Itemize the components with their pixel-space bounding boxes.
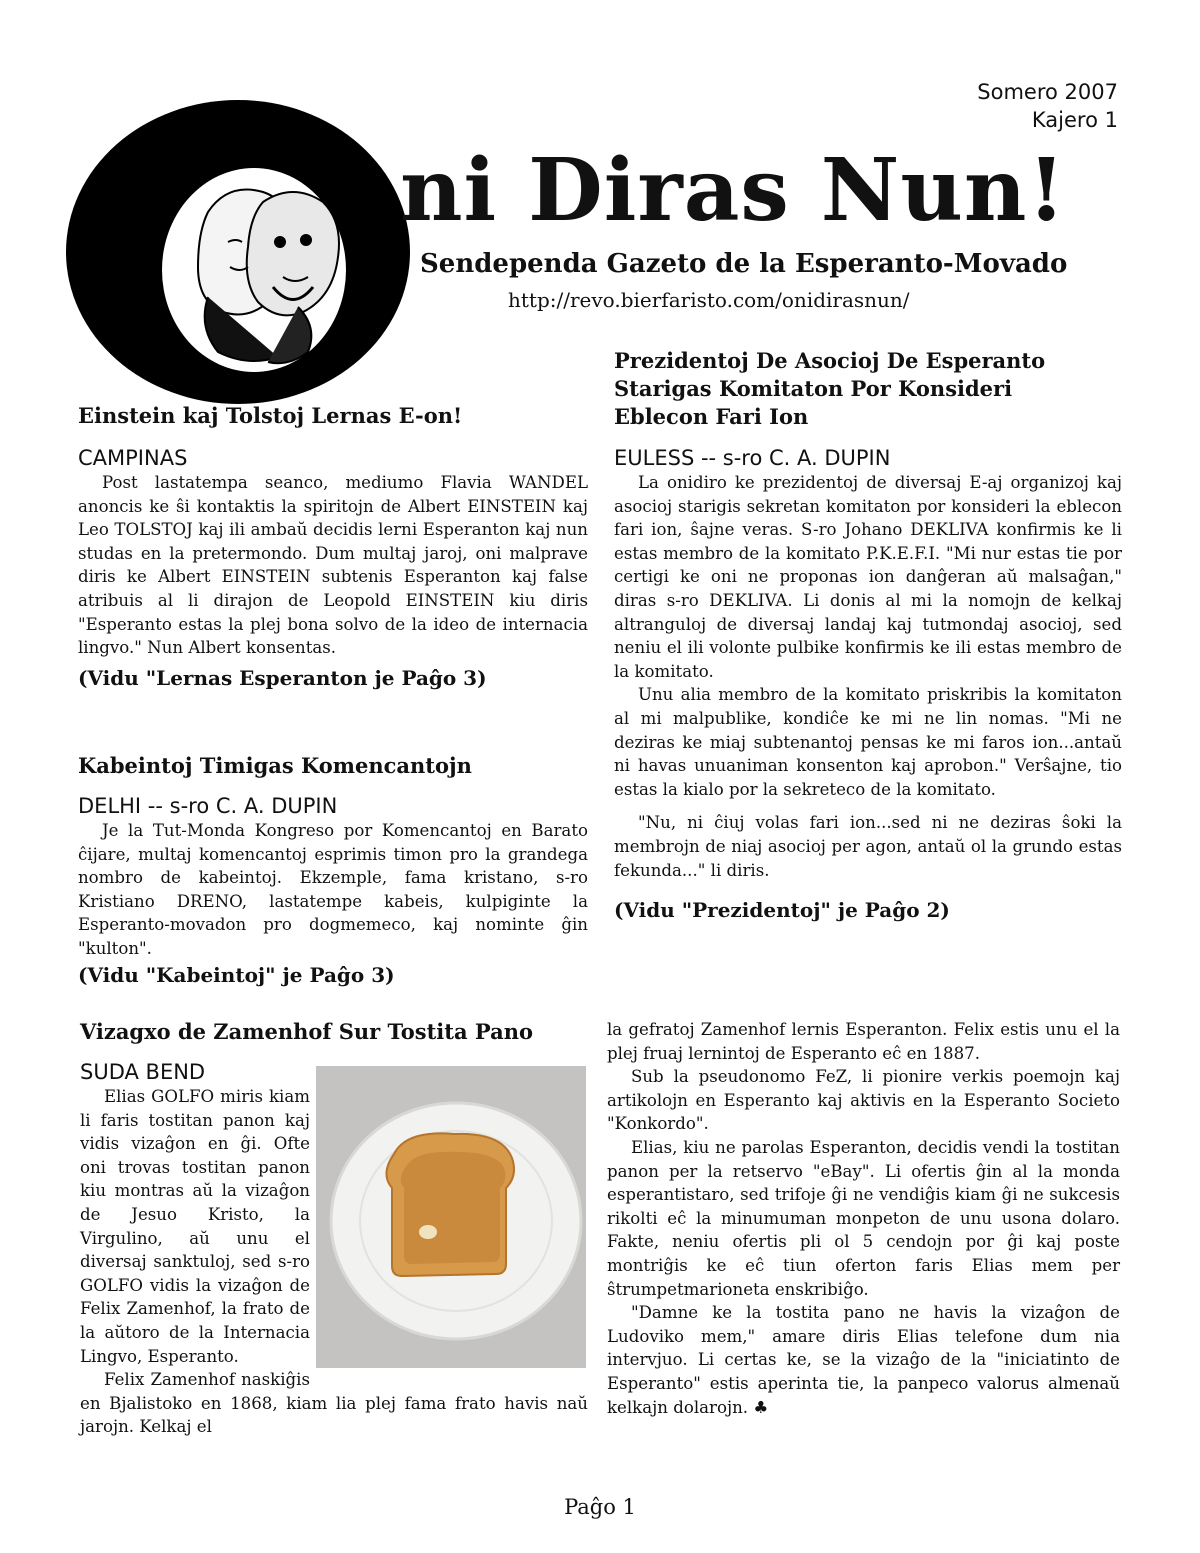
masthead-title: ni Diras Nun! xyxy=(400,140,1067,241)
paragraph: Elias, kiu ne parolas Esperanton, decidis vendi la tostitan panon per la retservo "eBay". Li ofertis ĝin al la monda esperantistaro, sed trifoje ĝi ne vendiĝis kiam ĝi ne sukcesis rikolti eĉ la minumuman monpeton de unu usona dolaro. Fakte, neniu ofertis pli ol 5 cendojn por ĝi kaj poste montriĝis ke eĉ tiun oferton faris Elias mem per ŝtrumpetmarioneta enskribiĝo. xyxy=(607,1137,1120,1299)
paragraph: Elias GOLFO miris kiam li faris tostitan panon kaj vidis vizaĝon en ĝi. Ofte oni trovas tostitan panon kiu montras aŭ la vizaĝon de Jesuo Kristo, la Virgulino, aŭ unu el diversaj sanktuloj, sed s-ro GOLFO vidis la vizaĝon de Felix Zamenhof, la frato de la aŭtoro de la Internacia Lingvo, Esperanto. xyxy=(80,1087,310,1366)
paragraph: Je la Tut-Monda Kongreso por Komencantoj en Barato ĉijare, multaj komencantoj esprimis timon pro la grandega nombro de kabeintoj. Ekzemple, fama kristano, s-ro Kristiano DRENO, lastatempe kabeis, kulpiginte la Esperanto-movadon pro dogmemeco, kaj nominte ĝin "kulton". xyxy=(78,821,588,958)
masthead-url[interactable]: http://revo.bierfaristo.com/onidirasnun/ xyxy=(508,288,910,312)
paragraph: Post lastatempa seanco, mediumo Flavia WANDEL anoncis ke ŝi kontaktis la spiritojn de Albert EINSTEIN kaj Leo TOLSTOJ kaj ili ambaŭ decidis lerni Esperanton kaj nun studas en la pretermondo. Dum multaj jaroj, oni malprave diris ke Albert EINSTEIN subtenis Esperanton kaj false atribuis al li dirajon de Leopold EINSTEIN kiu diris "Esperanto estas la plej bona solvo de la ideo de internacia lingvo." Nun Albert konsentas. xyxy=(78,473,588,658)
paragraph: la gefratoj Zamenhof lernis Esperanton. Felix estis unu el la plej fruaj lernintoj de Esperanto eĉ en 1887. xyxy=(607,1020,1120,1063)
see-also-prezidentoj[interactable]: (Vidu "Prezidentoj" je Paĝo 2) xyxy=(614,898,950,923)
body-prezidentoj xyxy=(614,471,1122,882)
paragraph: "Damne ke la tostita pano ne havis la vizaĝon de Ludoviko mem," amare diris Elias telefone dum nia intervjuo. Li certas ke, se la vizaĝo de la "iniciatinto de Esperanto" estis aperinta tie, la panpeco valorus almenaŭ kelkajn dolarojn. ♣ xyxy=(607,1303,1120,1417)
masthead-logo xyxy=(58,92,418,412)
see-also-einstein[interactable]: (Vidu "Lernas Esperanton je Paĝo 3) xyxy=(78,665,487,690)
page-number: Paĝo 1 xyxy=(564,1495,636,1519)
dateline-vizagxo: SUDA BEND xyxy=(80,1060,206,1084)
paragraph: Felix Zamenhof naskiĝis en Bjalistoko en 1868, kiam lia plej fama frato havis naŭ jarojn. Kelkaj el xyxy=(80,1370,588,1437)
masthead-subtitle: Sendependa Gazeto de la Esperanto-Movado xyxy=(420,249,1068,279)
body-vizagxo-continued xyxy=(607,1018,1120,1419)
issue-number: Kajero 1 xyxy=(1031,108,1118,132)
issue-info xyxy=(977,78,1118,134)
article-kabeintoj xyxy=(78,752,588,989)
article-vizagxo-continued xyxy=(607,1018,1120,1419)
body-einstein xyxy=(78,471,588,660)
paragraph: Unu alia membro de la komitato priskribis la komitaton al mi malpublike, kondiĉe ke mi ne lin nomas. "Mi ne deziras ke miaj subtenantoj pensas ke mi faros ion...antaŭ ni havas unuaniman konsenton kaj aprobon." Verŝajne, tio estas la kialo por la sekreteco de la komitato. xyxy=(614,685,1122,799)
paragraph: "Nu, ni ĉiuj volas fari ion...sed ni ne deziras ŝoki la membrojn de niaj asocioj per agon, antaŭ ol la grundo estas fekunda..." li diris. xyxy=(614,813,1122,880)
dateline-einstein: CAMPINAS xyxy=(78,446,188,470)
toast-photo xyxy=(316,1066,586,1368)
dateline-prezidentoj: EULESS -- s-ro C. A. DUPIN xyxy=(614,446,891,470)
headline-prezidentoj: Prezidentoj De Asocioj De Esperanto Starigas Komitaton Por Konsideri Eblecon Fari Ion xyxy=(614,348,1046,429)
headline-einstein: Einstein kaj Tolstoj Lernas E-on! xyxy=(78,403,463,428)
body-kabeintoj xyxy=(78,819,588,961)
see-also-kabeintoj[interactable]: (Vidu "Kabeintoj" je Paĝo 3) xyxy=(78,962,395,987)
paragraph: Sub la pseudonomo FeZ, li pionire verkis poemojn kaj artikolojn en Esperanto kaj aktivis en la Esperanto Societo "Konkordo". xyxy=(607,1067,1120,1134)
article-einstein xyxy=(78,402,588,692)
issue-season: Somero 2007 xyxy=(977,80,1118,104)
paragraph: La onidiro ke prezidentoj de diversaj E-aj organizoj kaj asocioj starigis sekretan komitaton por konsideri la eblecon fari ion, ŝajne veras. S-ro Johano DEKLIVA konfirmis ke li estas membro de la komitato P.K.E.F.I. "Mi nur estas tie por certigi ke oni ne proponas ion danĝeran aŭ malsaĝan," diras s-ro DEKLIVA. Li donis al mi la nomojn de kelkaj altranguloj de diversaj landaj kaj tutmondaj asocioj, sed neniu el ili volonte pulbike konfirmis ke ili estas membro de la komitato. xyxy=(614,473,1122,681)
headline-vizagxo: Vizagxo de Zamenhof Sur Tostita Pano xyxy=(80,1019,533,1044)
dateline-kabeintoj: DELHI -- s-ro C. A. DUPIN xyxy=(78,794,338,818)
article-prezidentoj xyxy=(614,347,1122,924)
headline-kabeintoj: Kabeintoj Timigas Komencantojn xyxy=(78,753,472,778)
